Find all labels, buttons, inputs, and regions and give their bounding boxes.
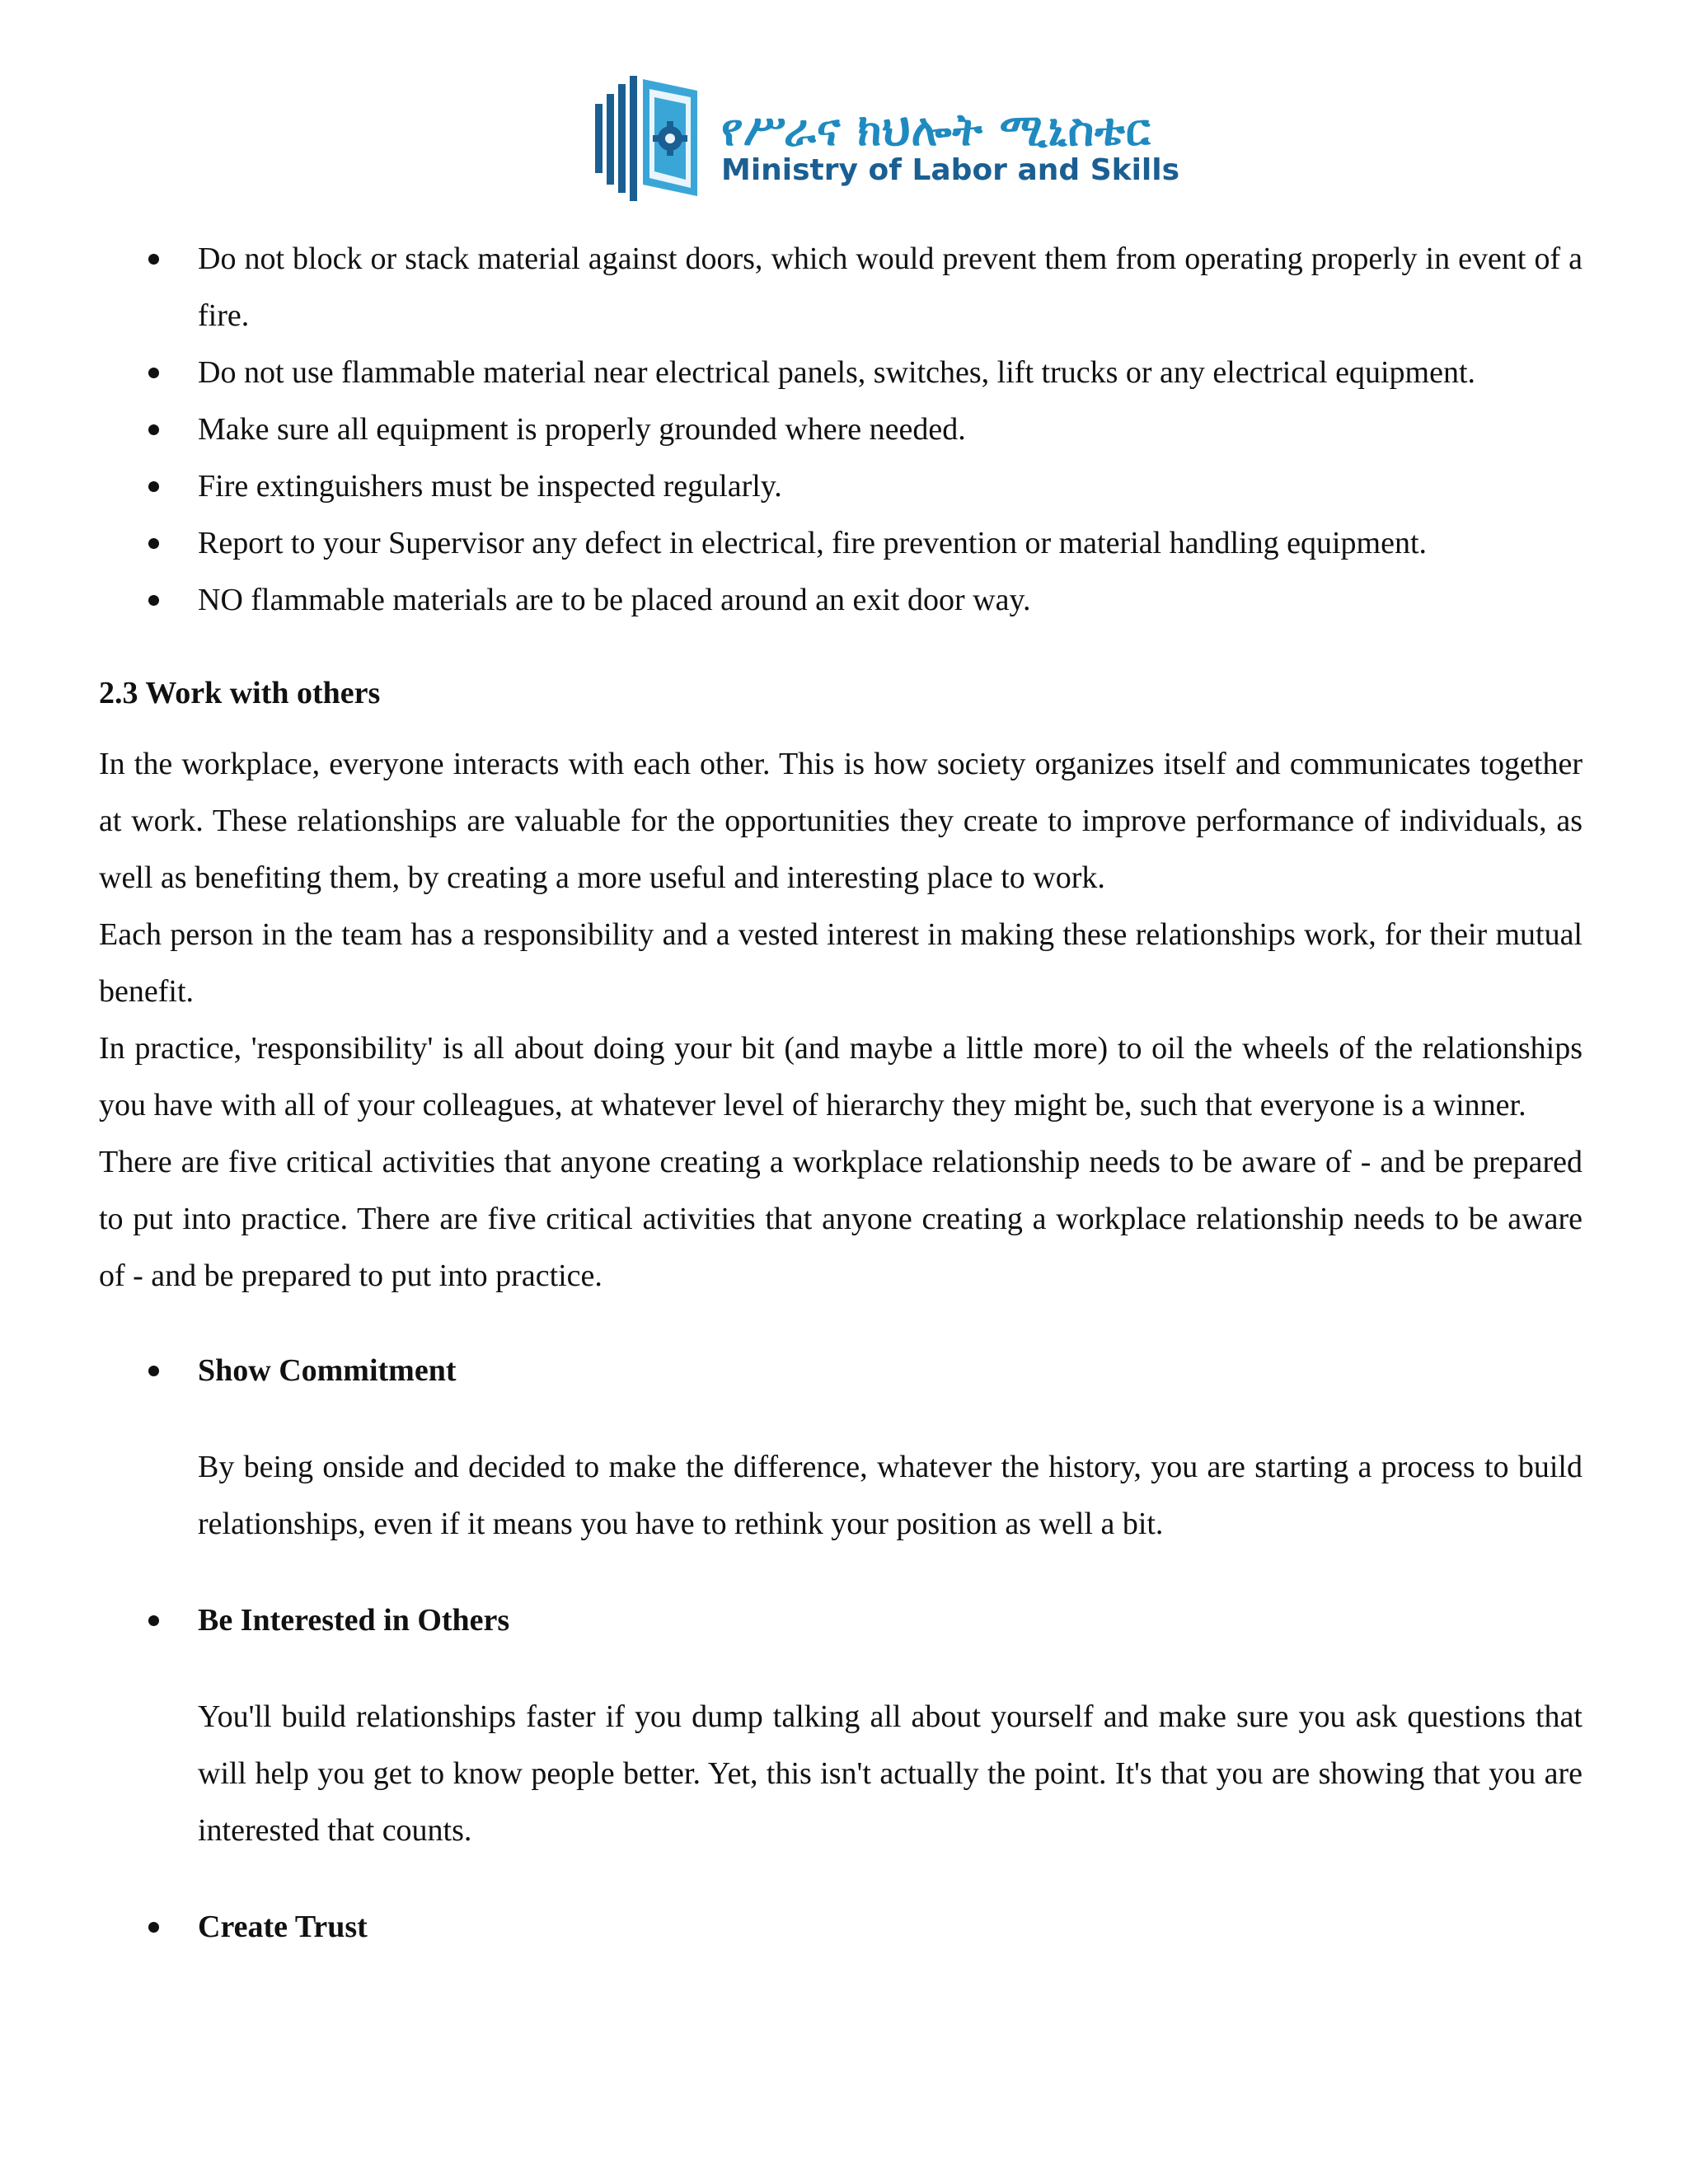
list-item: Make sure all equipment is properly grounded where needed.: [99, 401, 1582, 458]
logo-amharic-text: የሥራና ክህሎት ሚኒስቴር: [721, 104, 1151, 156]
section-heading: 2.3 Work with others: [99, 676, 381, 710]
list-item: Report to your Supervisor any defect in electrical, fire prevention or material handling equipment.: [99, 515, 1582, 572]
bullet-icon: [148, 595, 159, 606]
ministry-emblem-icon: [595, 73, 710, 204]
document-body: [99, 231, 1582, 1956]
list-item: Do not use flammable material near electrical panels, switches, lift trucks or any electrical equipment.: [99, 344, 1582, 401]
activity-body: You'll build relationships faster if you dump talking all about yourself and make sure you ask questions that will help you get to know people better. Yet, this isn't actually the point. It's that you are showing that you are interested that counts.: [198, 1699, 1582, 1848]
list-item: Fire extinguishers must be inspected regularly.: [99, 458, 1582, 515]
paragraph: There are five critical activities that anyone creating a workplace relationship needs to be aware of - and be prepared to put into practice. There are five critical activities that anyone creating a workplace relationship needs to be aware of - and be prepared to put into practice.: [99, 1145, 1582, 1293]
paragraph: In the workplace, everyone interacts with each other. This is how society organizes itself and communicates together at work. These relationships are valuable for the opportunities they create to improve performance of individuals, as well as benefiting them, by creating a more useful and interesting place to work.: [99, 747, 1582, 895]
logo-english-text: Ministry of Labor and Skills: [721, 153, 1180, 187]
bullet-icon: [148, 254, 159, 265]
activity-heading-be-interested: Be Interested in Others: [99, 1592, 1582, 1649]
ministry-logo: [595, 73, 1180, 204]
bullet-icon: [148, 368, 159, 378]
bullet-icon: [148, 424, 159, 435]
paragraph: Each person in the team has a responsibility and a vested interest in making these relationships work, for their mutual benefit.: [99, 917, 1582, 1009]
list-item: Do not block or stack material against doors, which would prevent them from operating properly in event of a fire.: [99, 231, 1582, 344]
activity-body: By being onside and decided to make the difference, whatever the history, you are starting a process to build relationships, even if it means you have to rethink your position as well a bit.: [198, 1450, 1582, 1541]
bullet-icon: [148, 1615, 159, 1626]
bullet-icon: [148, 538, 159, 549]
activity-heading-create-trust: Create Trust: [99, 1899, 1582, 1956]
activity-heading-show-commitment: Show Commitment: [99, 1343, 1582, 1399]
bullet-icon: [148, 1366, 159, 1376]
bullet-icon: [148, 481, 159, 492]
list-item: NO flammable materials are to be placed around an exit door way.: [99, 572, 1582, 629]
fire-safety-list: [99, 231, 1582, 629]
bullet-icon: [148, 1922, 159, 1933]
paragraph: In practice, 'responsibility' is all about doing your bit (and maybe a little more) to oil the wheels of the relationships you have with all of your colleagues, at whatever level of hierarchy they might be, such that everyone is a winner.: [99, 1031, 1582, 1122]
